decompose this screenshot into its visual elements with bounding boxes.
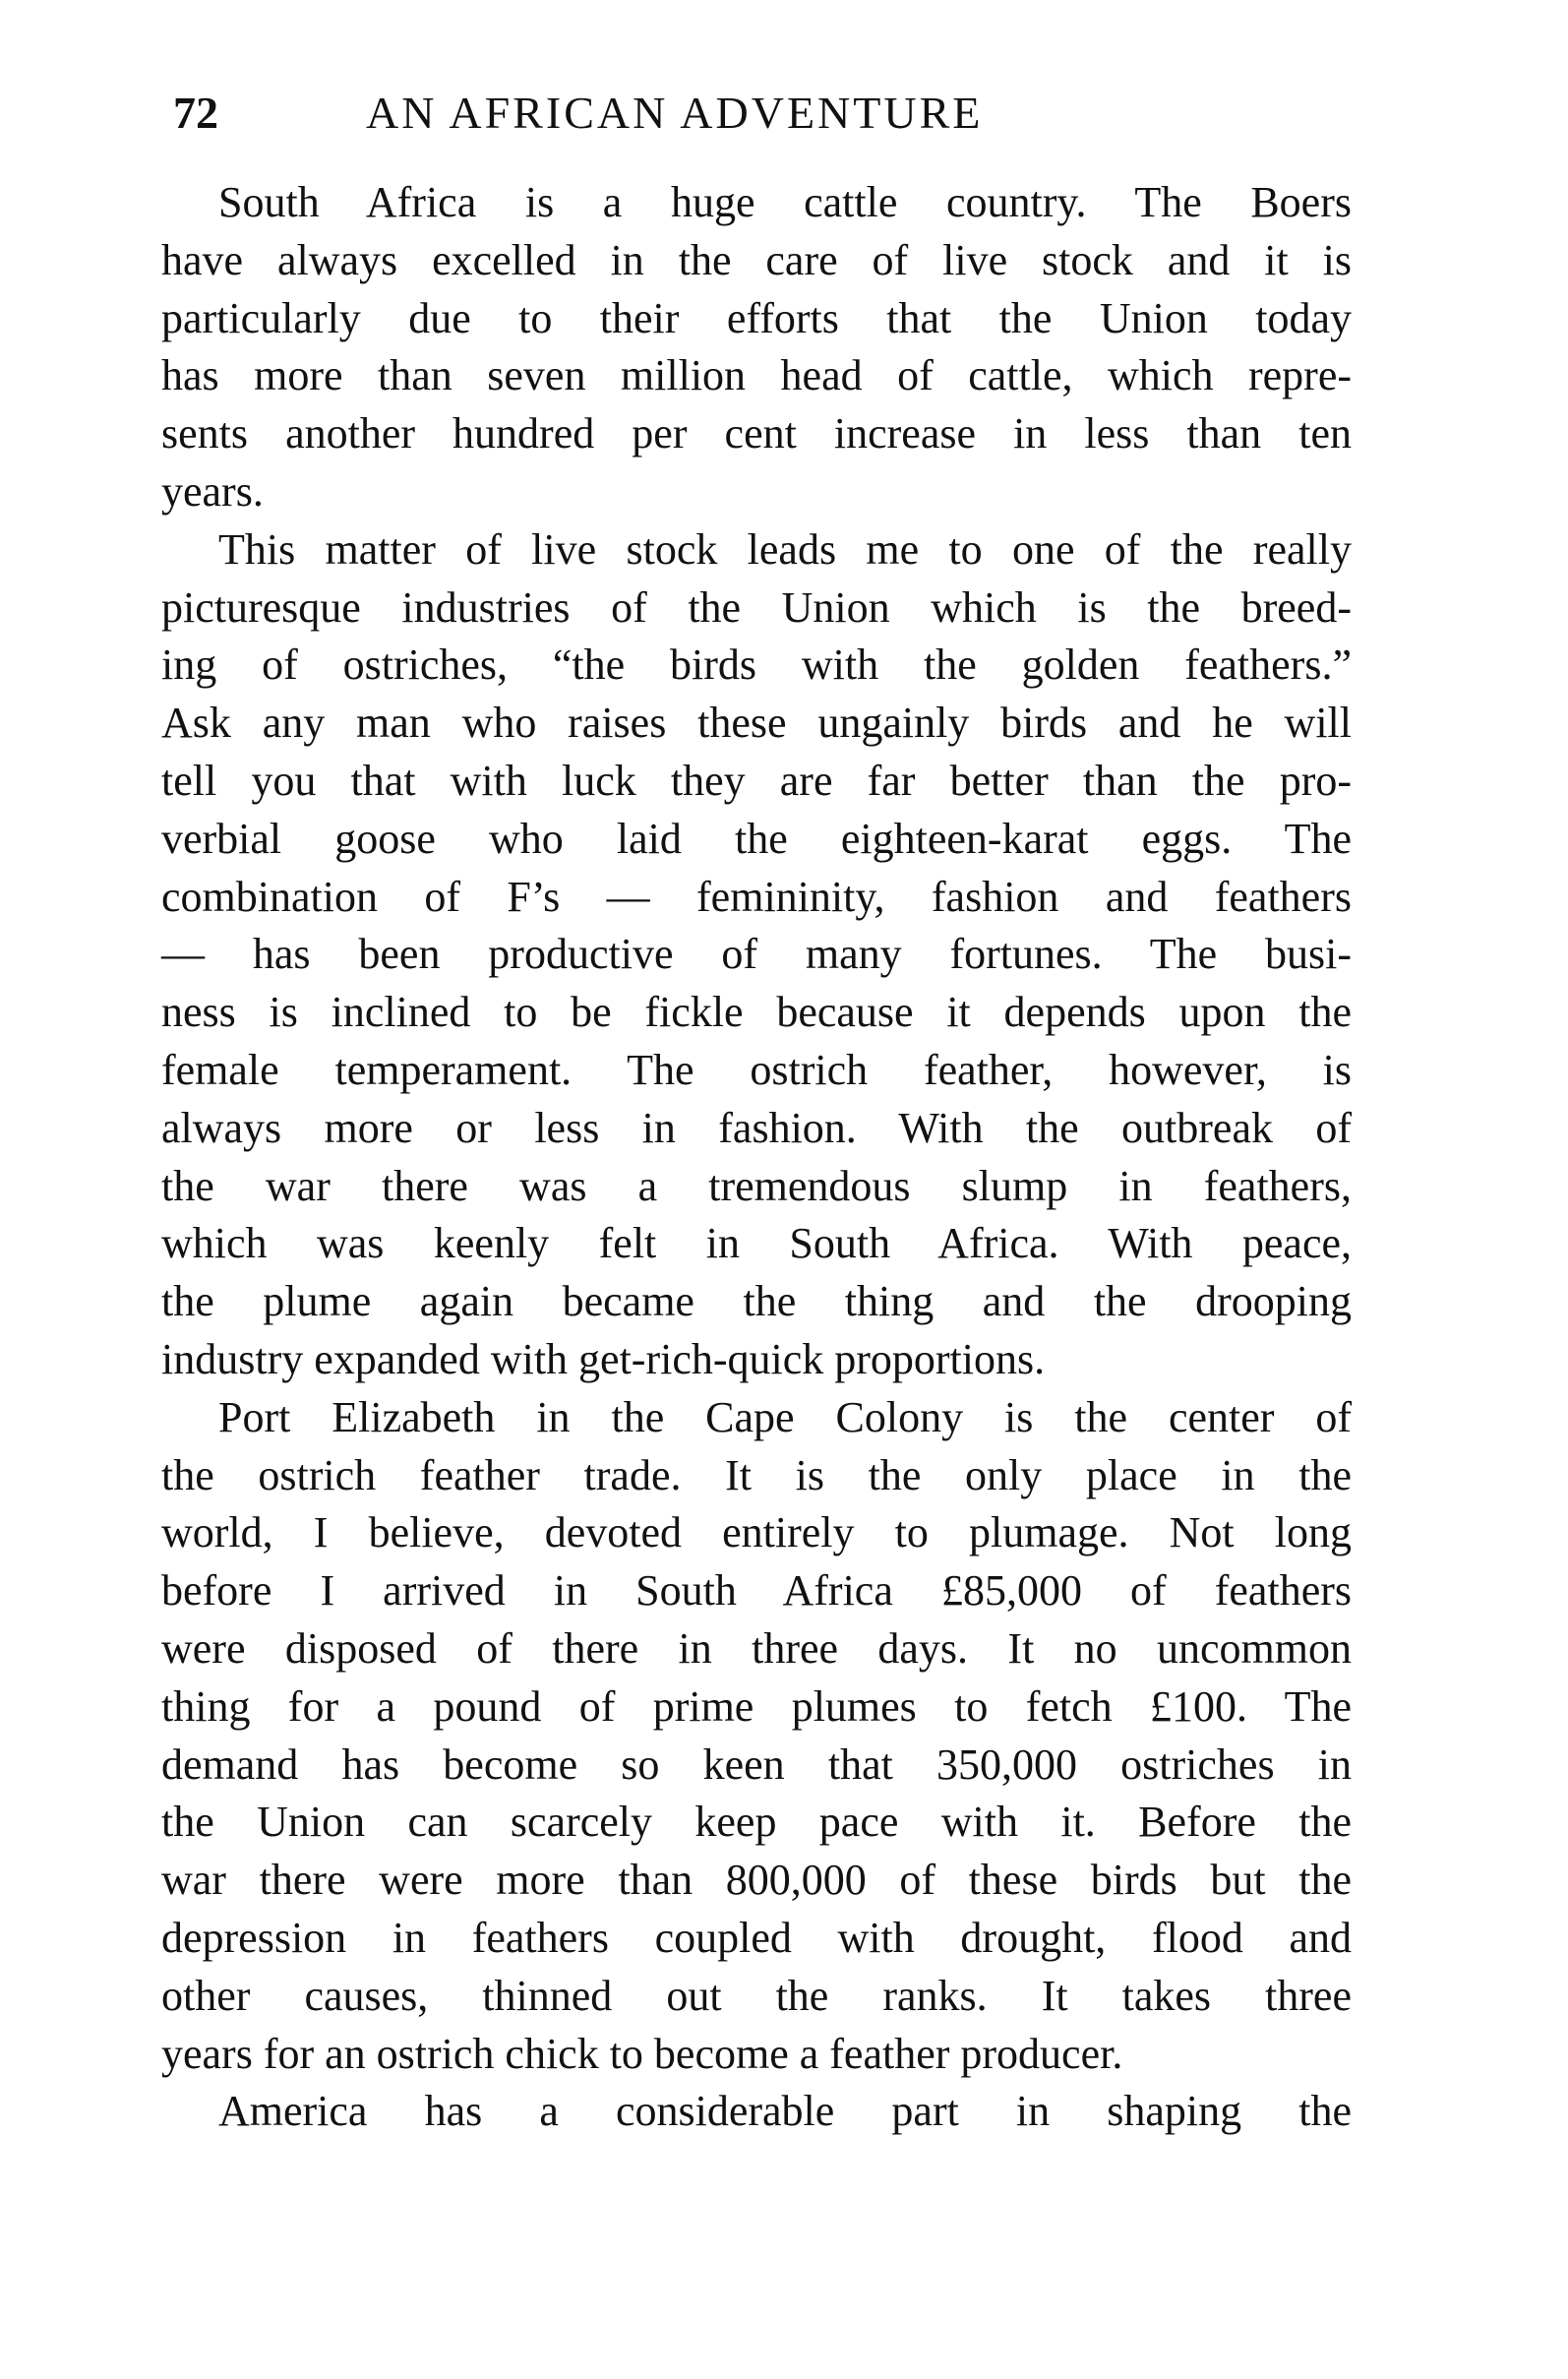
- text-line: the ostrich feather trade. It is the only place in the: [161, 1450, 1352, 1499]
- text-line: other causes, thinned out the ranks. It takes three: [161, 1971, 1352, 2020]
- text-line: industry expanded with get-rich-quick proportions.: [161, 1334, 1046, 1383]
- book-title: AN AFRICAN ADVENTURE: [366, 88, 984, 138]
- text-line: verbial goose who laid the eighteen-karat eggs. The: [161, 814, 1352, 863]
- text-line: demand has become so keen that 350,000 ostriches in: [161, 1739, 1352, 1789]
- text-line: — has been productive of many fortunes. The busi-: [161, 930, 1352, 979]
- text-line: before I arrived in South Africa £85,000 of feathers: [161, 1566, 1352, 1616]
- text-line: thing for a pound of prime plumes to fetch £100. The: [161, 1681, 1352, 1731]
- text-line: sents another hundred per cent increase in less than ten: [161, 409, 1352, 458]
- text-line: war there were more than 800,000 of these birds but the: [161, 1856, 1352, 1905]
- text-line: the war there was a tremendous slump in feathers,: [161, 1161, 1352, 1210]
- text-line: depression in feathers coupled with drought, flood and: [161, 1913, 1352, 1962]
- text-line: America has a considerable part in shaping the: [218, 2087, 1352, 2136]
- text-line: ing of ostriches, “the birds with the golden feathers.”: [161, 640, 1352, 690]
- text-line: This matter of live stock leads me to one of the really: [218, 524, 1352, 574]
- text-line: picturesque industries of the Union which is the breed-: [161, 582, 1352, 632]
- text-line: has more than seven million head of cattle, which repre-: [161, 351, 1352, 400]
- text-line: the Union can scarcely keep pace with it. Before the: [161, 1798, 1352, 1847]
- text-line: which was keenly felt in South Africa. With peace,: [161, 1219, 1352, 1268]
- text-line: Port Elizabeth in the Cape Colony is the center of: [218, 1392, 1352, 1441]
- text-line: the plume again became the thing and the drooping: [161, 1277, 1352, 1326]
- page-number: 72: [173, 88, 218, 138]
- paragraph-port-elizabeth: [161, 1389, 1352, 2084]
- text-line: Ask any man who raises these ungainly birds and he will: [161, 699, 1352, 748]
- text-line: particularly due to their efforts that the Union today: [161, 293, 1352, 342]
- text-line: female temperament. The ostrich feather, however, is: [161, 1045, 1352, 1094]
- paragraph-america: [161, 2083, 1352, 2141]
- text-line: have always excelled in the care of live stock and it is: [161, 235, 1352, 284]
- text-line: world, I believe, devoted entirely to plumage. Not long: [161, 1508, 1352, 1557]
- running-head: [173, 87, 1354, 146]
- text-line: ness is inclined to be fickle because it depends upon the: [161, 988, 1352, 1037]
- body-text: [161, 174, 1352, 2141]
- text-line: years for an ostrich chick to become a feather producer.: [161, 2029, 1123, 2078]
- paragraph-ostrich-industry: [161, 521, 1352, 1389]
- text-line: South Africa is a huge cattle country. The Boers: [218, 178, 1352, 226]
- text-line: were disposed of there in three days. It no uncommon: [161, 1623, 1352, 1673]
- paragraph-cattle: [161, 174, 1352, 521]
- text-line: always more or less in fashion. With the outbreak of: [161, 1103, 1352, 1152]
- text-line: tell you that with luck they are far better than the pro-: [161, 756, 1352, 805]
- text-line: years.: [161, 466, 264, 516]
- text-line: combination of F’s — femininity, fashion and feathers: [161, 872, 1352, 921]
